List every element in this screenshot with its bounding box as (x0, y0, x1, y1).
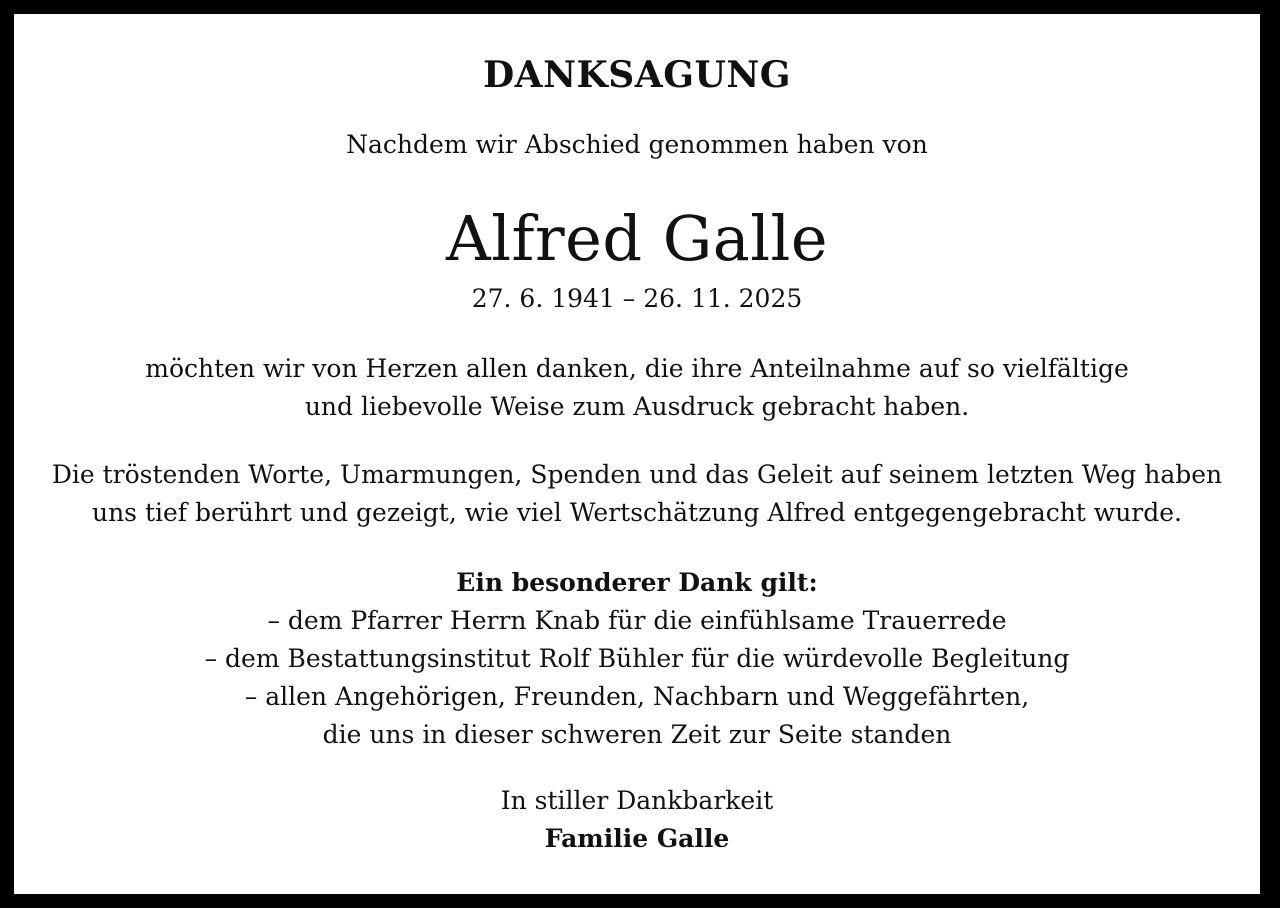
obituary-card (14, 14, 1260, 894)
notice-title: DANKSAGUNG (482, 54, 792, 96)
paragraph-line: uns tief berührt und gezeigt, wie viel Wertschätzung Alfred entgegengebracht wurde. (91, 498, 1182, 527)
thanks-paragraph-2 (14, 456, 1260, 532)
life-dates: 27. 6. 1941 – 26. 11. 2025 (471, 284, 803, 313)
deceased-name: Alfred Galle (445, 202, 829, 275)
special-thanks-item: – dem Pfarrer Herrn Knab für die einfühlsame Trauerrede (267, 606, 1007, 635)
special-thanks-item: die uns in dieser schweren Zeit zur Seite standen (322, 720, 952, 749)
special-thanks-item: – allen Angehörigen, Freunden, Nachbarn und Weggefährten, (244, 682, 1030, 711)
thanks-paragraph-1 (14, 350, 1260, 426)
special-thanks-item: – dem Bestattungsinstitut Rolf Bühler für die würdevolle Begleitung (204, 644, 1070, 673)
signature: Familie Galle (544, 824, 730, 853)
paragraph-line: möchten wir von Herzen allen danken, die ihre Anteilnahme auf so vielfältige (145, 354, 1129, 383)
special-thanks-heading: Ein besonderer Dank gilt: (456, 568, 818, 597)
closing-block (14, 782, 1260, 858)
intro-line: Nachdem wir Abschied genommen haben von (346, 130, 928, 159)
paragraph-line: und liebevolle Weise zum Ausdruck gebracht haben. (304, 392, 970, 421)
paragraph-line: Die tröstenden Worte, Umarmungen, Spenden und das Geleit auf seinem letzten Weg haben (51, 460, 1223, 489)
special-thanks-block (14, 564, 1260, 754)
closing-line: In stiller Dankbarkeit (500, 786, 774, 815)
